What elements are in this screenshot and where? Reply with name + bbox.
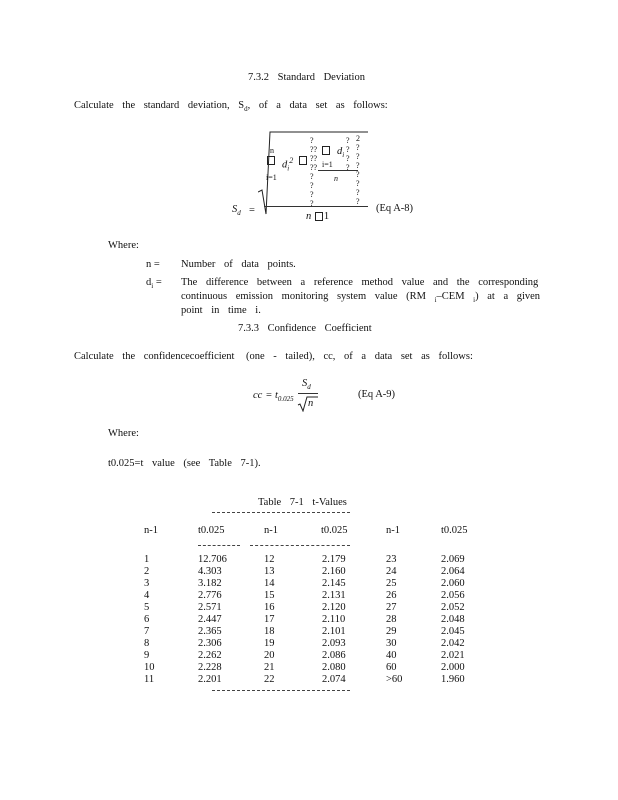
eq-a9-fraction-line [298, 393, 318, 394]
table-header-n1-b: n-1 [264, 525, 278, 536]
table-cell: 2.045 [441, 626, 465, 637]
table-cell: 2.052 [441, 602, 465, 613]
eq-a9-label: (Eq A-9) [358, 389, 396, 400]
table-cell: 2.021 [441, 650, 465, 661]
eq-a8-label: (Eq A-8) [376, 203, 414, 214]
def-term-di [146, 277, 162, 290]
table-title: Table 7-1 t-Values [258, 497, 347, 508]
eq-a8-denominator [306, 211, 329, 222]
table-cell: 2.571 [198, 602, 222, 613]
table-cell: 17 [264, 614, 275, 625]
table-cell: 12.706 [198, 554, 227, 565]
eq-a9-num-sub: d [307, 383, 311, 392]
table-rule-top [212, 512, 350, 513]
table-cell: 2.179 [322, 554, 346, 565]
table-cell: 16 [264, 602, 275, 613]
table-col-n1-c [386, 554, 402, 686]
def-term-sub: i [151, 282, 154, 291]
table-cell: 19 [264, 638, 275, 649]
t-value-definition: t0.025=t value (see Table 7-1). [108, 458, 261, 469]
table-cell: 18 [264, 626, 275, 637]
def-term-n: n = [146, 259, 160, 270]
table-cell: 13 [264, 566, 275, 577]
table-cell: 2.101 [322, 626, 346, 637]
where-label-2: Where: [108, 428, 139, 439]
eq-a8-bracket-mid-icon: ? ? ? ? [346, 136, 350, 172]
table-cell: 2.000 [441, 662, 465, 673]
eq-a8-lhs [232, 204, 241, 217]
table-cell: 7 [144, 626, 150, 637]
eq-a8-inner-fraction-line [318, 170, 358, 171]
cc-intro-text-2: (one - tailed), cc, of a data set as follows: [246, 351, 473, 362]
eq-a9-num-s: S [302, 378, 308, 389]
table-rule-header-b [250, 545, 350, 546]
table-cell: 15 [264, 590, 275, 601]
table-cell: 2.086 [322, 650, 346, 661]
table-cell: 2.069 [441, 554, 465, 565]
table-cell: 60 [386, 662, 397, 673]
eq-a8-bracket-left-icon: ? ?? ?? ?? ? ? ? ? [310, 136, 318, 208]
table-cell: 2.447 [198, 614, 222, 625]
eq-a8-di [282, 156, 293, 173]
table-header-t-b: t0.025 [321, 525, 348, 536]
def2-line2-tail: ) at a given [475, 291, 541, 302]
table-cell: 3.182 [198, 578, 222, 589]
def-term-tail: = [153, 277, 162, 288]
eq-a8-sq: 2 [289, 156, 294, 165]
table-cell: 2.131 [322, 590, 346, 601]
table-cell: 3 [144, 578, 150, 589]
table-cell: 11 [144, 674, 155, 685]
table-cell: 30 [386, 638, 397, 649]
table-rule-bottom [212, 690, 350, 691]
table-cell: 2.080 [322, 662, 346, 673]
table-cell: 8 [144, 638, 150, 649]
table-cell: 2.064 [441, 566, 465, 577]
table-cell: 2.056 [441, 590, 465, 601]
where-label-1: Where: [108, 240, 139, 251]
def-desc-di-line1: The difference between a reference method value and the corresponding [181, 277, 539, 288]
table-col-n1-a [144, 554, 155, 686]
eq-a9-equals: = [266, 390, 272, 401]
table-cell: 2.110 [322, 614, 346, 625]
table-cell: 2.145 [322, 578, 346, 589]
eq-a8-i-sub-2: i [342, 151, 345, 160]
table-cell: 22 [264, 674, 275, 685]
eq-a8-sum2-index: i=1 [322, 160, 333, 169]
sd-intro-tail: , of a data set as follows: [247, 100, 388, 111]
table-cell: 24 [386, 566, 397, 577]
table-cell: 27 [386, 602, 397, 613]
table-cell: 2.120 [322, 602, 346, 613]
eq-a9-t [275, 390, 294, 403]
minus-symbol-icon [315, 212, 323, 221]
cc-intro-text: Calculate the confidencecoefficient [74, 351, 235, 362]
table-cell: 23 [386, 554, 397, 565]
table-rule-header-a [198, 545, 240, 546]
sd-intro-main: Calculate the standard deviation, S [74, 100, 245, 111]
def2-line2-mid: –CEM [436, 291, 465, 302]
eq-a8-sum1-glyph [266, 155, 276, 166]
table-cell: 40 [386, 650, 397, 661]
eq-a8-den-n: n [306, 211, 312, 222]
sd-intro-sub: d [244, 105, 248, 114]
table-cell: 2.776 [198, 590, 222, 601]
eq-a8-d: d [282, 159, 288, 171]
eq-a9-t-main: t [275, 390, 278, 401]
eq-a9-den: n [308, 398, 314, 409]
table-cell: 6 [144, 614, 150, 625]
table-cell: 12 [264, 554, 275, 565]
table-cell: 2.201 [198, 674, 222, 685]
eq-a9-t-sub: 0.025 [277, 395, 294, 404]
sd-intro-text [74, 100, 388, 113]
table-cell: 10 [144, 662, 155, 673]
table-cell: 1 [144, 554, 150, 565]
def2-line2-sub1: i [434, 296, 437, 305]
table-cell: 2.306 [198, 638, 222, 649]
table-cell: 2.074 [322, 674, 346, 685]
table-header-t-a: t0.025 [198, 525, 225, 536]
table-col-t-c [441, 554, 465, 686]
sum-symbol-icon [267, 156, 275, 165]
table-cell: 21 [264, 662, 275, 673]
table-cell: 4 [144, 590, 150, 601]
table-header-t-c: t0.025 [441, 525, 468, 536]
table-col-t-a [198, 554, 227, 686]
table-header-n1-a: n-1 [144, 525, 158, 536]
def-desc-di-line3: point in time i. [181, 305, 261, 316]
eq-a8-sum-top: n [270, 146, 274, 155]
table-cell: 2.048 [441, 614, 465, 625]
table-cell: 26 [386, 590, 397, 601]
table-cell: 2.365 [198, 626, 222, 637]
table-cell: 29 [386, 626, 397, 637]
table-cell: 2.042 [441, 638, 465, 649]
table-cell: 9 [144, 650, 150, 661]
table-cell: 2 [144, 566, 150, 577]
table-cell: 2.262 [198, 650, 222, 661]
table-col-n1-b [264, 554, 275, 686]
eq-a8-di-2 [337, 146, 344, 159]
eq-a9-numerator [302, 378, 311, 391]
eq-a8-den-1: 1 [323, 211, 330, 222]
eq-a8-lhs-s: S [232, 204, 238, 215]
eq-a8-sum1-index: i=1 [266, 173, 277, 182]
eq-a8-sum2-glyph [321, 145, 331, 156]
table-cell: 1.960 [441, 674, 465, 685]
table-cell: 4.303 [198, 566, 222, 577]
def2-line2-a: continuous emission monitoring system value (RM [181, 291, 426, 302]
eq-a8-bracket-right-icon: 2 ? ? ? ? ? ? ? [356, 134, 360, 206]
section-heading-7-3-2: 7.3.2 Standard Deviation [248, 72, 365, 83]
table-cell: 2.228 [198, 662, 222, 673]
section-heading-7-3-3: 7.3.3 Confidence Coefficient [238, 323, 372, 334]
table-cell: 5 [144, 602, 150, 613]
def-desc-di-line2 [181, 291, 540, 304]
table-cell: 2.160 [322, 566, 346, 577]
table-cell: 28 [386, 614, 397, 625]
def-desc-n: Number of data points. [181, 259, 296, 270]
eq-a8-minus-glyph [298, 155, 308, 166]
def-term-d: d [146, 277, 152, 288]
table-cell: 2.093 [322, 638, 346, 649]
minus-symbol-icon [299, 156, 307, 165]
table-col-t-b [322, 554, 346, 686]
eq-a9-lhs: cc [253, 390, 263, 401]
table-cell: >60 [386, 674, 403, 685]
eq-a8-i-sub: i [287, 164, 290, 173]
def2-line2-sub2: i [473, 296, 476, 305]
table-cell: 25 [386, 578, 397, 589]
eq-a8-d-2: d [337, 146, 343, 157]
sum-symbol-icon [322, 146, 330, 155]
eq-a8-lhs-sub: d [237, 209, 241, 218]
table-cell: 20 [264, 650, 275, 661]
eq-a8-equals: = [249, 205, 255, 216]
table-cell: 2.060 [441, 578, 465, 589]
table-cell: 14 [264, 578, 275, 589]
eq-a8-fraction-line [264, 206, 368, 207]
eq-a8-inner-n: n [334, 174, 338, 183]
table-header-n1-c: n-1 [386, 525, 400, 536]
